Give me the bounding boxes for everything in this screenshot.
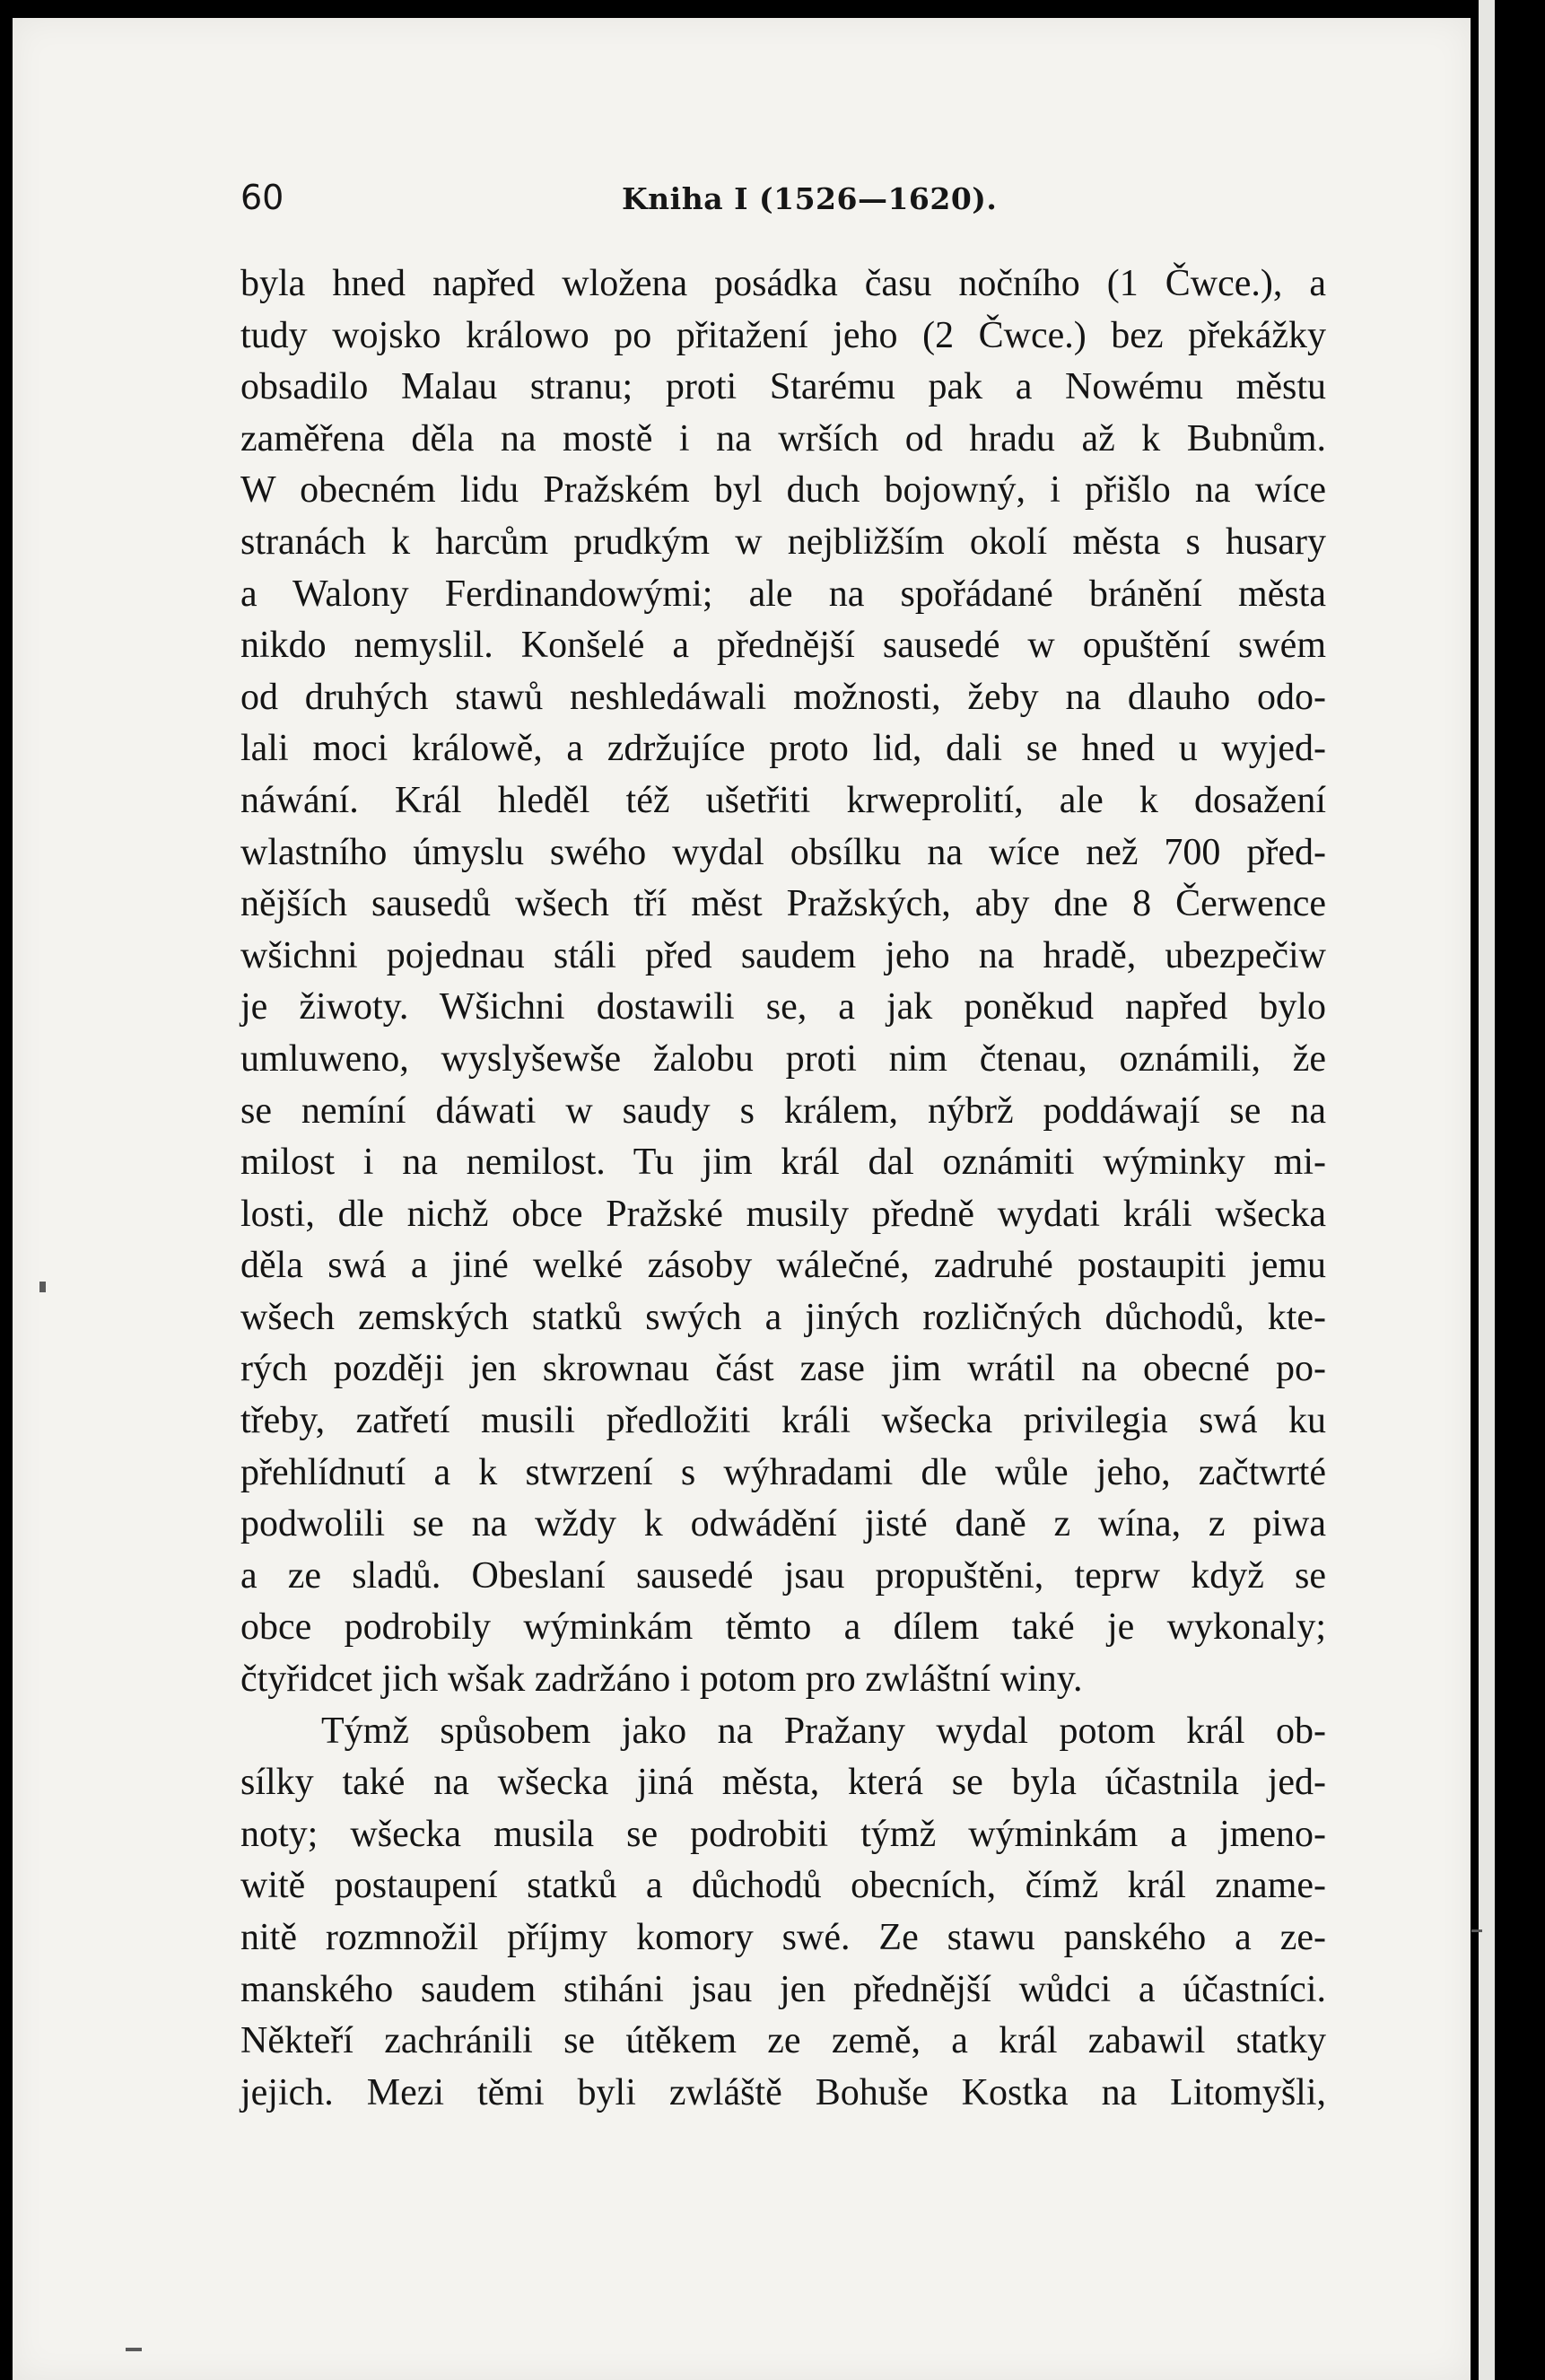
text-line: tudy wojsko králowo po přitažení jeho (2 Čwce.) bez překážky <box>240 314 1326 356</box>
scan-speck-mark <box>39 1282 46 1292</box>
text-line: nějších sausedů wšech tří měst Pražských, aby dne 8 Čerwence <box>240 883 1326 925</box>
text-line: wšech zemských statků swých a jiných rozličných důchodů, kte- <box>240 1296 1326 1338</box>
text-line: rých později jen skrownau část zase jim wrátil na obecné po- <box>240 1348 1326 1390</box>
adjacent-page-edge <box>1479 0 1495 2380</box>
text-line: W obecném lidu Pražském byl duch bojowný, i přišlo na wíce <box>240 469 1326 512</box>
text-line: milost i na nemilost. Tu jim král dal oznámiti wýminky mi- <box>240 1142 1326 1184</box>
text-line: sílky také na wšecka jiná města, která se byla účastnila jed- <box>240 1762 1326 1804</box>
paragraph <box>240 258 1326 1706</box>
page-number: 60 <box>240 178 284 217</box>
scan-speck-mark <box>1471 1929 1482 1932</box>
text-line: nikdo nemyslil. Konšelé a přednější sausedé w opuštění swém <box>240 625 1326 667</box>
text-line: Týmž spůsobem jako na Pražany wydal potom král ob- <box>321 1710 1326 1752</box>
text-line: stranách k harcům prudkým w nejbližším okolí města s husary <box>240 521 1326 563</box>
text-line: nitě rozmnožil příjmy komory swé. Ze stawu panského a ze- <box>240 1917 1326 1958</box>
text-line: náwání. Král hleděl též ušetřiti krweprolití, ale k dosažení <box>240 779 1326 821</box>
text-line: a ze sladů. Obeslaní sausedé jsau propuštěni, teprw když se <box>240 1554 1326 1597</box>
text-line: se nemíní dáwati w saudy s králem, nýbrž poddáwají se na <box>240 1089 1326 1132</box>
page-header <box>240 178 1326 226</box>
text-line: podwolili se na wždy k odwádění jisté daně z wína, z piwa <box>240 1503 1326 1545</box>
text-line: obce podrobily wýminkám těmto a dílem také je wykonaly; <box>240 1606 1326 1649</box>
text-line: noty; wšecka musila se podrobiti týmž wýminkám a jmeno- <box>240 1813 1326 1855</box>
text-line: byla hned napřed wložena posádka času nočního (1 Čwce.), a <box>240 263 1326 304</box>
text-line: witě postaupení statků a důchodů obecních, čímž král zname- <box>240 1865 1326 1907</box>
text-line: obsadilo Malau stranu; proti Starému pak a Nowému městu <box>240 366 1326 408</box>
text-line: je žiwoty. Wšichni dostawili se, a jak poněkud napřed bylo <box>240 986 1326 1028</box>
text-line: a Walony Ferdinandowými; ale na spořádané bránění města <box>240 573 1326 615</box>
text-line: čtyřidcet jich wšak zadržáno i potom pro zwláštní winy. <box>240 1658 1083 1701</box>
text-line: wlastního úmyslu swého wydal obsílku na wíce než 700 před- <box>240 831 1326 873</box>
text-line: manského saudem stiháni jsau jen přednější wůdci a účastníci. <box>240 1968 1326 2010</box>
text-line: od druhých stawů neshledáwali možnosti, žeby na dlauho odo- <box>240 676 1326 718</box>
running-title: Kniha I (1526—1620). <box>622 181 998 216</box>
paragraph <box>240 1706 1326 2120</box>
scan-speck-mark <box>126 2348 142 2351</box>
text-line: děla swá a jiné welké zásoby wálečné, zadruhé postaupiti jemu <box>240 1245 1326 1287</box>
text-line: zaměřena děla na mostě i na wrších od hradu až k Bubnům. <box>240 417 1326 459</box>
text-line: wšichni pojednau stáli před saudem jeho na hradě, ubezpečiw <box>240 934 1326 976</box>
text-line: přehlídnutí a k stwrzení s wýhradami dle wůle jeho, začtwrté <box>240 1451 1326 1493</box>
text-line: třeby, zatřetí musili předložiti králi wšecka privilegia swá ku <box>240 1400 1326 1442</box>
text-line: losti, dle nichž obce Pražské musily předně wydati králi wšecka <box>240 1193 1326 1235</box>
text-line: lali moci králowě, a zdržujíce proto lid, dali se hned u wyjed- <box>240 728 1326 770</box>
text-line: umluweno, wyslyšewše žalobu proti nim čtenau, oznámili, že <box>240 1037 1326 1080</box>
text-line: Někteří zachránili se útěkem ze země, a král zabawil statky <box>240 2020 1326 2062</box>
text-line: jejich. Mezi těmi byli zwláště Bohuše Kostka na Litomyšli, <box>240 2071 1326 2113</box>
body-text <box>240 258 1326 2119</box>
